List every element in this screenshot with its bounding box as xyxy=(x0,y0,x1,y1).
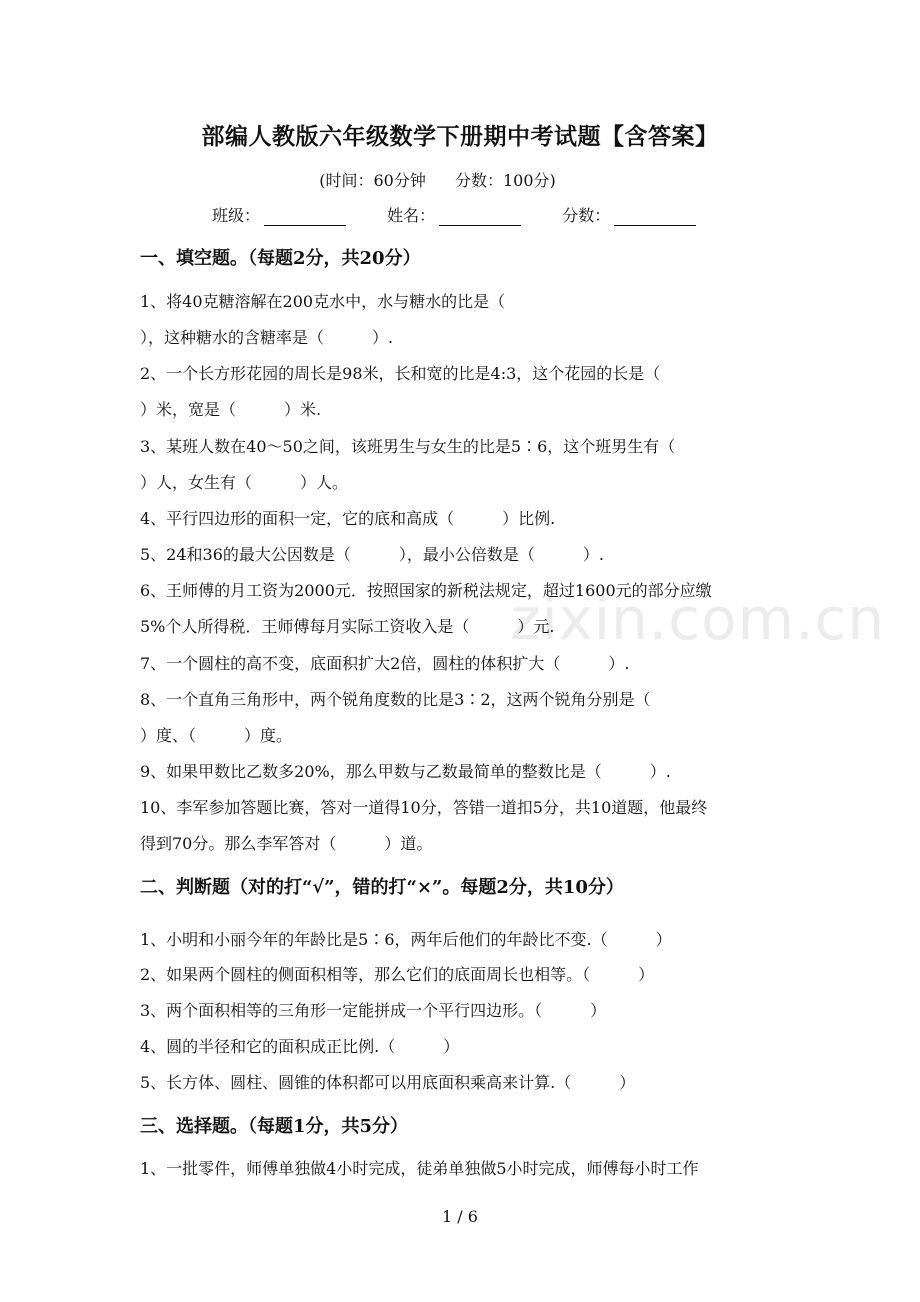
name-field xyxy=(387,203,521,226)
exam-total-score: 分数：100分) xyxy=(454,171,556,190)
question-line: ）度、（ ）度。 xyxy=(140,726,293,745)
class-label: 班级： xyxy=(212,206,261,225)
question-line: ）人，女生有（ ）人。 xyxy=(140,473,349,492)
class-field xyxy=(212,203,346,226)
question-line: 1、将40克糖溶解在200克水中，水与糖水的比是（ xyxy=(140,292,506,311)
name-blank xyxy=(439,209,521,226)
document-title: 部编人教版六年级数学下册期中考试题【含答案】 xyxy=(201,123,719,150)
question-line: ）米，宽是（ ）米. xyxy=(140,400,322,419)
question-line: 3、两个面积相等的三角形一定能拼成一个平行四边形。（ ） xyxy=(140,1001,607,1020)
watermark: zixin.com.cn xyxy=(510,585,886,653)
class-blank xyxy=(264,209,346,226)
section-heading-multiple-choice: 三、选择题。（每题1分，共5分） xyxy=(140,1116,409,1137)
name-label: 姓名： xyxy=(387,206,436,225)
question-line: 7、一个圆柱的高不变，底面积扩大2倍，圆柱的体积扩大（ ）. xyxy=(140,654,630,673)
question-line: 8、一个直角三角形中，两个锐角度数的比是3∶2，这两个锐角分别是（ xyxy=(140,690,651,709)
question-line: 9、如果甲数比乙数多20%，那么甲数与乙数最简单的整数比是（ ）. xyxy=(140,762,671,781)
question-line: 4、圆的半径和它的面积成正比例.（ ） xyxy=(140,1037,460,1056)
section-heading-true-false: 二、判断题（对的打“√”，错的打“×”。每题2分，共10分） xyxy=(140,877,624,898)
student-info-fields xyxy=(212,203,732,226)
score-field xyxy=(562,203,696,226)
question-line: 1、一批零件，师傅单独做4小时完成，徒弟单独做5小时完成，师傅每小时工作 xyxy=(140,1159,699,1178)
question-line: 3、某班人数在40～50之间，该班男生与女生的比是5∶6，这个班男生有（ xyxy=(140,437,676,456)
question-line: 6、王师傅的月工资为2000元．按照国家的新税法规定，超过1600元的部分应缴 xyxy=(140,581,712,600)
score-label: 分数： xyxy=(562,206,611,225)
score-blank xyxy=(614,209,696,226)
exam-meta xyxy=(0,168,875,191)
section-heading-fill-in: 一、填空题。（每题2分，共20分） xyxy=(140,248,421,269)
page-number: 1 / 6 xyxy=(442,1207,478,1226)
question-line: 5%个人所得税．王师傅每月实际工资收入是（ ）元. xyxy=(140,617,555,636)
question-line: ），这种糖水的含糖率是（ ）. xyxy=(140,328,394,347)
question-line: 得到70分。那么李军答对（ ）道。 xyxy=(140,834,433,853)
exam-time: (时间：60分钟 xyxy=(319,171,426,190)
question-line: 10、李军参加答题比赛，答对一道得10分，答错一道扣5分，共10道题，他最终 xyxy=(140,798,708,817)
question-line: 5、长方体、圆柱、圆锥的体积都可以用底面积乘高来计算.（ ） xyxy=(140,1073,636,1092)
question-line: 2、如果两个圆柱的侧面积相等，那么它们的底面周长也相等。（ ） xyxy=(140,965,655,984)
question-line: 1、小明和小丽今年的年龄比是5∶6，两年后他们的年龄比不变.（ ） xyxy=(140,930,672,949)
question-line: 5、24和36的最大公因数是（ ），最小公倍数是（ ）. xyxy=(140,545,604,564)
question-line: 2、一个长方形花园的周长是98米，长和宽的比是4:3，这个花园的长是（ xyxy=(140,364,661,383)
question-line: 4、平行四边形的面积一定，它的底和高成（ ）比例. xyxy=(140,509,556,528)
